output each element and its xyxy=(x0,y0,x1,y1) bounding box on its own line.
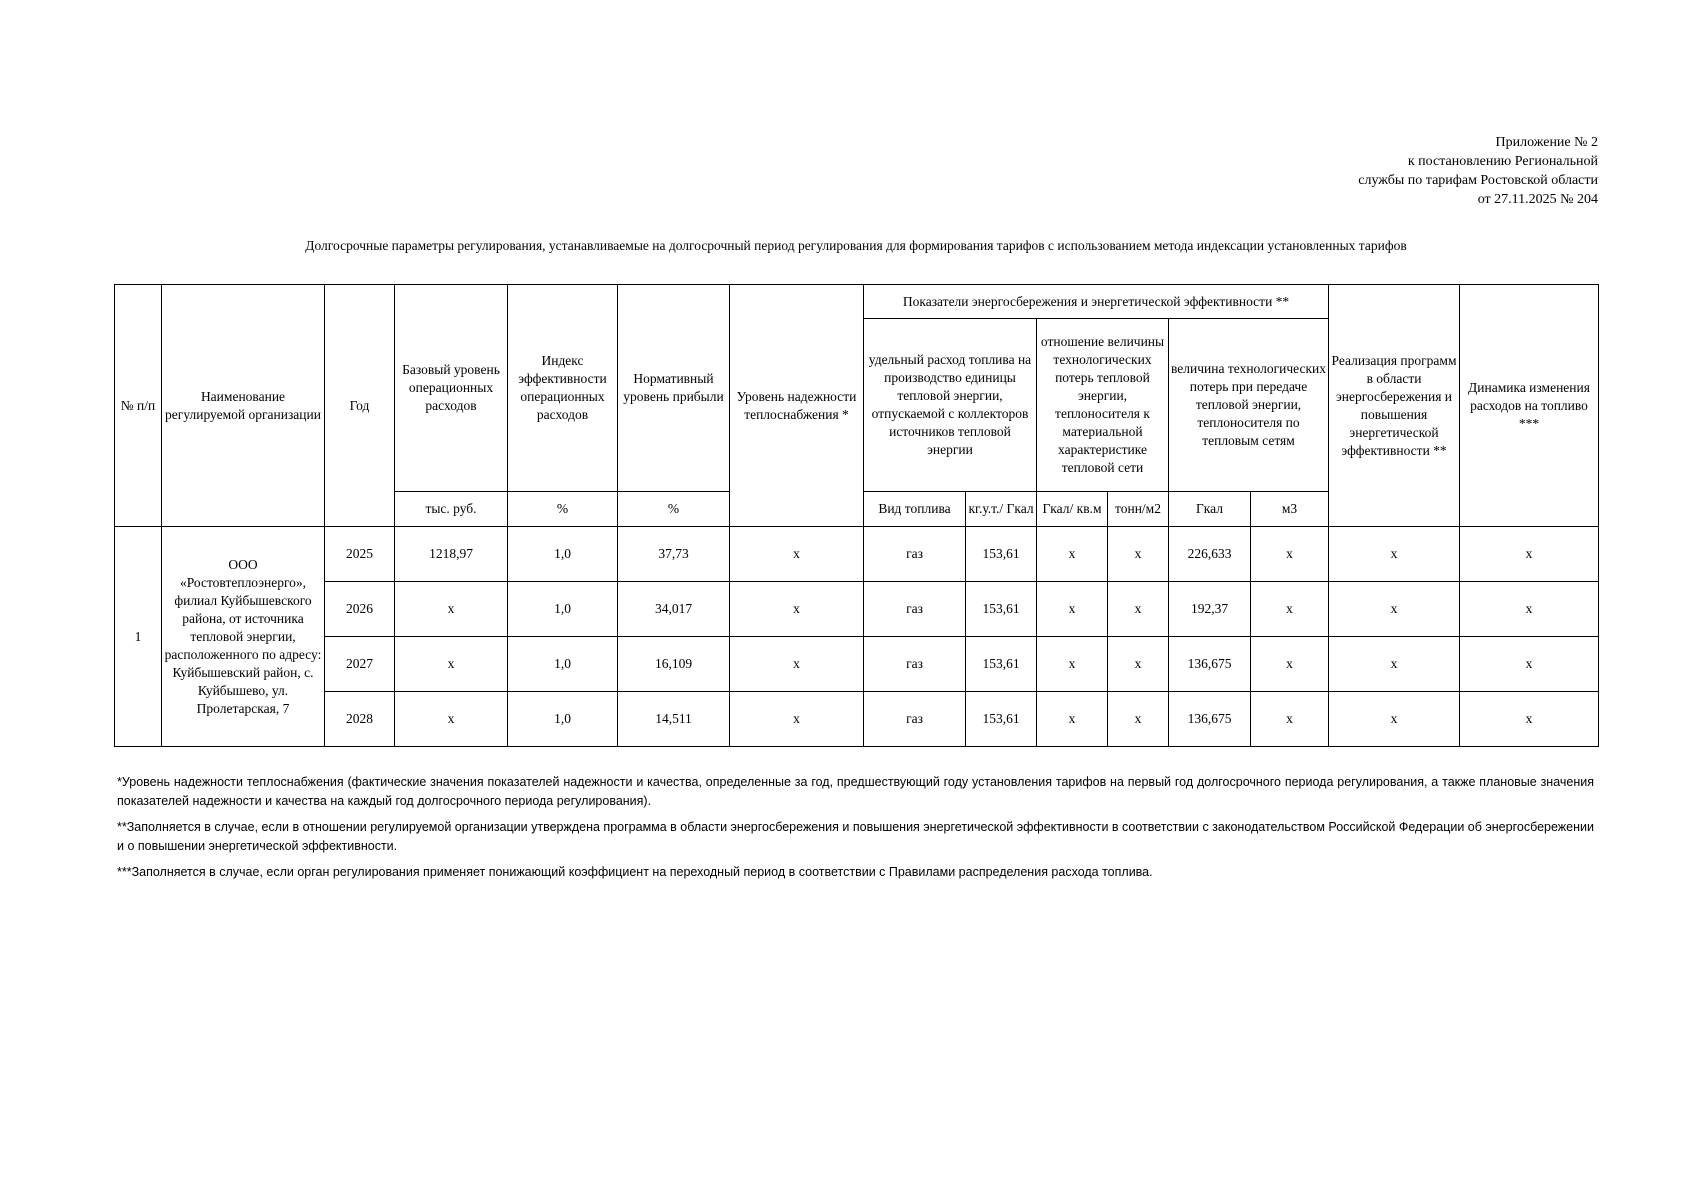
document-title: Долгосрочные параметры регулирования, устанавливаемые на долгосрочный период регулирования для формирования тарифов с использованием метода индексации установленных тарифов xyxy=(305,238,1407,253)
header-org: Наименование регулируемой организации xyxy=(162,285,325,527)
parameters-table xyxy=(114,284,1599,747)
cell-fuel-rate: 153,61 xyxy=(966,637,1037,692)
header-loss-value: величина технологических потерь при передаче тепловой энергии, теплоносителя по тепловым сетям xyxy=(1169,319,1329,492)
header-energy-group: Показатели энергосбережения и энергетической эффективности ** xyxy=(864,285,1329,319)
cell-reliability: х xyxy=(730,692,864,747)
cell-loss-carrier-ratio: х xyxy=(1108,637,1169,692)
cell-base: х xyxy=(395,692,508,747)
footnote-fuel-dynamics: ***Заполняется в случае, если орган регулирования применяет понижающий коэффициент на переходный период в соответствии с Правилами распределения расхода топлива. xyxy=(117,865,1153,879)
cell-reliability: х xyxy=(730,582,864,637)
header-num: № п/п xyxy=(115,285,162,527)
cell-loss-heat: 136,675 xyxy=(1169,692,1251,747)
cell-programs: х xyxy=(1329,692,1460,747)
cell-year: 2028 xyxy=(325,692,395,747)
cell-loss-heat-ratio: х xyxy=(1037,527,1108,582)
cell-loss-heat: 226,633 xyxy=(1169,527,1251,582)
cell-fuel: газ xyxy=(864,637,966,692)
cell-loss-carrier: х xyxy=(1251,527,1329,582)
cell-loss-carrier: х xyxy=(1251,692,1329,747)
appendix-date: от 27.11.2025 № 204 xyxy=(1477,192,1598,207)
header-profit: Нормативный уровень прибыли xyxy=(618,285,730,492)
appendix-number: Приложение № 2 xyxy=(1495,135,1598,150)
appendix-authority: службы по тарифам Ростовской области xyxy=(1358,173,1598,188)
header-year: Год xyxy=(325,285,395,527)
footnotes xyxy=(117,773,1594,889)
appendix-resolution: к постановлению Региональной xyxy=(1407,154,1598,169)
cell-loss-heat: 136,675 xyxy=(1169,637,1251,692)
unit-profit: % xyxy=(618,492,730,527)
cell-dynamics: х xyxy=(1460,692,1599,747)
unit-fuel-type: Вид топлива xyxy=(864,492,966,527)
cell-loss-carrier-ratio: х xyxy=(1108,692,1169,747)
cell-base: 1218,97 xyxy=(395,527,508,582)
cell-base: х xyxy=(395,582,508,637)
cell-reliability: х xyxy=(730,527,864,582)
cell-loss-heat-ratio: х xyxy=(1037,692,1108,747)
cell-index: 1,0 xyxy=(508,692,618,747)
header-efficiency-index: Индекс эффективности операционных расходов xyxy=(508,285,618,492)
cell-profit: 34,017 xyxy=(618,582,730,637)
org-number: 1 xyxy=(115,527,162,747)
table-row xyxy=(115,582,1599,637)
cell-programs: х xyxy=(1329,637,1460,692)
unit-loss-value-heat: Гкал xyxy=(1169,492,1251,527)
unit-loss-value-carrier: м3 xyxy=(1251,492,1329,527)
cell-fuel: газ xyxy=(864,582,966,637)
header-fuel-rate: удельный расход топлива на производство единицы тепловой энергии, отпускаемой с коллекторов источников тепловой энергии xyxy=(864,319,1037,492)
cell-loss-carrier: х xyxy=(1251,637,1329,692)
cell-loss-heat-ratio: х xyxy=(1037,582,1108,637)
footnote-reliability: *Уровень надежности теплоснабжения (фактические значения показателей надежности и качества, определенные за год, предшествующий году установления тарифов на первый год долгосрочного периода регулирования, а также плановые значения показателей надежности и качества на каждый год долгосрочного периода регулирования). xyxy=(117,775,1594,808)
header-loss-ratio: отношение величины технологических потерь тепловой энергии, теплоносителя к материальной характеристике тепловой сети xyxy=(1037,319,1169,492)
header-reliability: Уровень надежности теплоснабжения * xyxy=(730,285,864,527)
cell-dynamics: х xyxy=(1460,637,1599,692)
header-row-1 xyxy=(115,285,1599,319)
cell-reliability: х xyxy=(730,637,864,692)
cell-programs: х xyxy=(1329,527,1460,582)
header-base-opex: Базовый уровень операционных расходов xyxy=(395,285,508,492)
unit-index: % xyxy=(508,492,618,527)
org-name: ООО «Ростовтеплоэнерго», филиал Куйбышевского района, от источника тепловой энергии, расположенного по адресу: Куйбышевский район, с. Куйбышево, ул. Пролетарская, 7 xyxy=(162,527,325,747)
cell-fuel: газ xyxy=(864,527,966,582)
cell-year: 2026 xyxy=(325,582,395,637)
header-fuel-dynamics: Динамика изменения расходов на топливо *** xyxy=(1460,285,1599,527)
cell-index: 1,0 xyxy=(508,637,618,692)
unit-base: тыс. руб. xyxy=(395,492,508,527)
cell-year: 2025 xyxy=(325,527,395,582)
table-row xyxy=(115,637,1599,692)
unit-loss-ratio-heat: Гкал/ кв.м xyxy=(1037,492,1108,527)
cell-dynamics: х xyxy=(1460,527,1599,582)
header-programs: Реализация программ в области энергосбережения и повышения энергетической эффективности ** xyxy=(1329,285,1460,527)
cell-programs: х xyxy=(1329,582,1460,637)
cell-base: х xyxy=(395,637,508,692)
cell-dynamics: х xyxy=(1460,582,1599,637)
cell-profit: 14,511 xyxy=(618,692,730,747)
cell-loss-heat: 192,37 xyxy=(1169,582,1251,637)
appendix-reference xyxy=(1358,133,1598,209)
cell-index: 1,0 xyxy=(508,582,618,637)
cell-loss-carrier-ratio: х xyxy=(1108,582,1169,637)
cell-loss-carrier-ratio: х xyxy=(1108,527,1169,582)
cell-loss-heat-ratio: х xyxy=(1037,637,1108,692)
cell-fuel-rate: 153,61 xyxy=(966,582,1037,637)
cell-index: 1,0 xyxy=(508,527,618,582)
cell-fuel-rate: 153,61 xyxy=(966,692,1037,747)
unit-loss-ratio-carrier: тонн/м2 xyxy=(1108,492,1169,527)
footnote-energy-program: **Заполняется в случае, если в отношении регулируемой организации утверждена программа в области энергосбережения и повышения энергетической эффективности в соответствии с законодательством Российской Федерации об энергосбережении и о повышении энергетической эффективности. xyxy=(117,820,1594,853)
cell-profit: 37,73 xyxy=(618,527,730,582)
cell-profit: 16,109 xyxy=(618,637,730,692)
table-row xyxy=(115,692,1599,747)
cell-year: 2027 xyxy=(325,637,395,692)
cell-fuel: газ xyxy=(864,692,966,747)
cell-loss-carrier: х xyxy=(1251,582,1329,637)
table-row xyxy=(115,527,1599,582)
cell-fuel-rate: 153,61 xyxy=(966,527,1037,582)
unit-fuel-rate: кг.у.т./ Гкал xyxy=(966,492,1037,527)
